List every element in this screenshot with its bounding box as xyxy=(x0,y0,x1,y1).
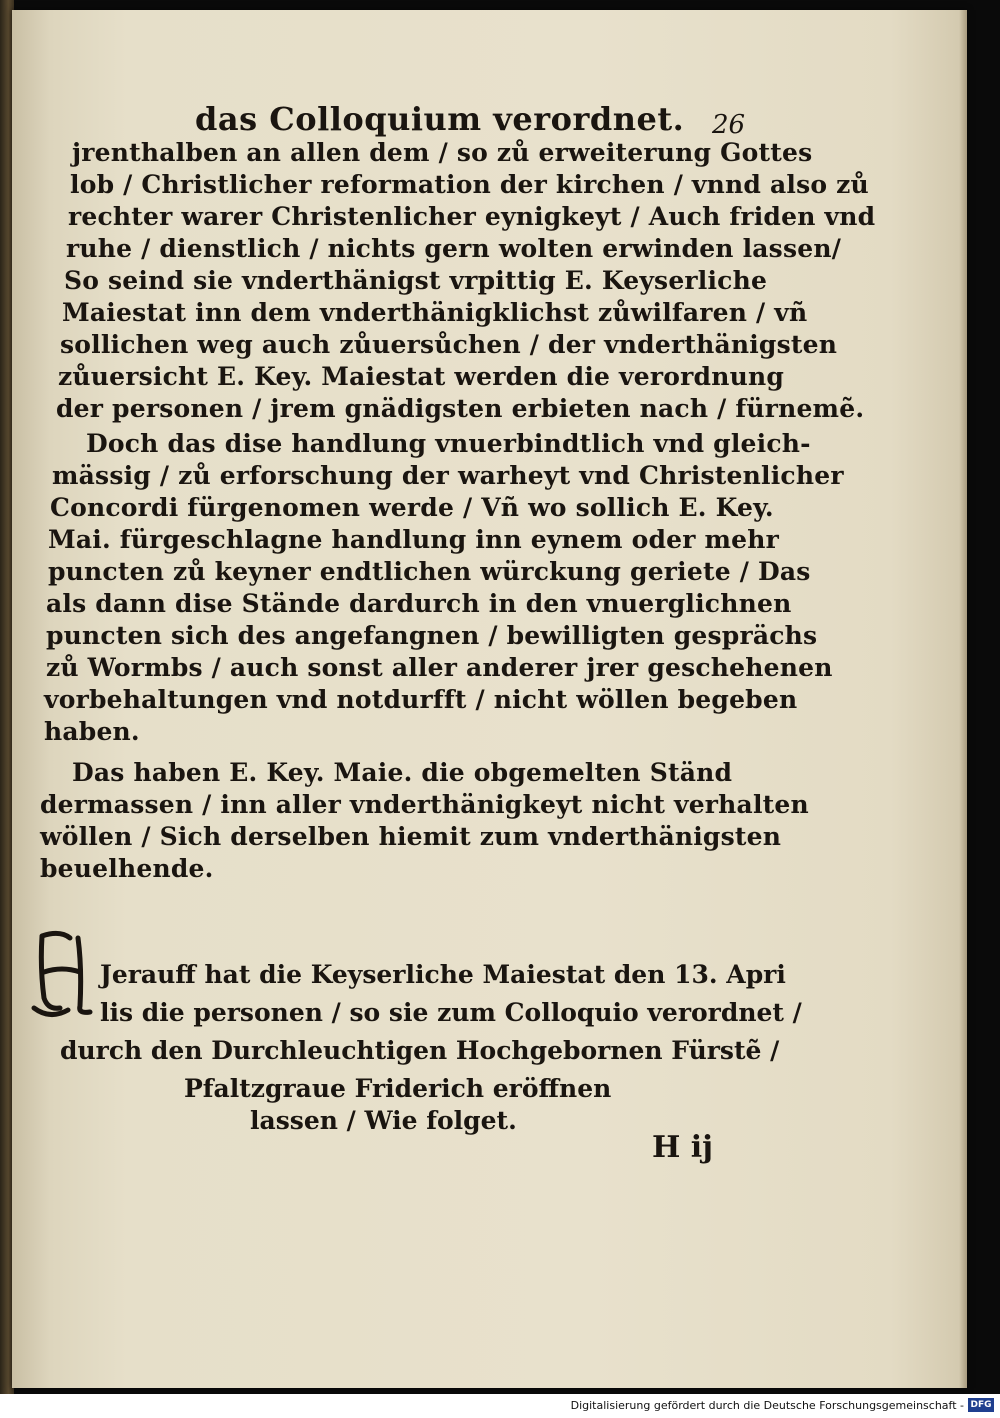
body-line: puncten sich des angefangnen / bewilligten gesprächs xyxy=(46,621,818,650)
body-line: mässig / zů erforschung der warheyt vnd Christenlicher xyxy=(52,461,844,490)
closing-line: Jerauff hat die Keyserliche Maiestat den 13. Apri xyxy=(100,960,786,989)
body-line: zůuersicht E. Key. Maiestat werden die verordnung xyxy=(58,362,784,391)
closing-line: lassen / Wie folget. xyxy=(250,1106,517,1135)
body-line: ruhe / dienstlich / nichts gern wolten erwinden lassen/ xyxy=(66,234,842,263)
body-line: beuelhende. xyxy=(40,854,214,883)
body-line: wöllen / Sich derselben hiemit zum vnderthänigsten xyxy=(40,822,782,851)
closing-line: lis die personen / so sie zum Colloquio verordnet / xyxy=(100,998,802,1027)
initial-letter: H xyxy=(30,928,31,929)
body-line: Mai. fürgeschlagne handlung inn eynem oder mehr xyxy=(48,525,780,554)
body-line: als dann dise Stände dardurch in den vnuerglichnen xyxy=(46,589,792,618)
body-line: rechter warer Christenlicher eynigkeyt / Auch friden vnd xyxy=(68,202,876,231)
body-line: Maiestat inn dem vnderthänigklichst zůwilfaren / vñ xyxy=(62,298,808,327)
closing-line: Pfaltzgraue Friderich eröffnen xyxy=(184,1074,612,1103)
body-line: lob / Christlicher reformation der kirchen / vnnd also zů xyxy=(70,170,869,199)
running-header: das Colloquium verordnet. xyxy=(195,100,685,138)
body-line: Doch das dise handlung vnuerbindtlich vnd gleich- xyxy=(86,429,811,458)
closing-line: durch den Durchleuchtigen Hochgebornen Fürstẽ / xyxy=(60,1036,780,1065)
body-line: haben. xyxy=(44,717,140,746)
funding-credit: Digitalisierung gefördert durch die Deutsche Forschungsgemeinschaft - xyxy=(570,1399,964,1412)
signature-mark: H ij xyxy=(652,1130,714,1165)
decorated-initial-h xyxy=(30,928,100,1018)
body-line: sollichen weg auch zůuersůchen / der vnderthänigsten xyxy=(60,330,838,359)
body-line: zů Wormbs / auch sonst aller anderer jrer geschehenen xyxy=(46,653,833,682)
footer-bar xyxy=(0,1394,1000,1418)
body-line: Concordi fürgenomen werde / Vñ wo sollich E. Key. xyxy=(50,493,774,522)
body-line: So seind sie vnderthänigst vrpittig E. Keyserliche xyxy=(64,266,768,295)
body-line: jrenthalben an allen dem / so zů erweiterung Gottes xyxy=(72,138,813,167)
body-line: vorbehaltungen vnd notdurfft / nicht wöllen begeben xyxy=(44,685,798,714)
body-line: dermassen / inn aller vnderthänigkeyt nicht verhalten xyxy=(40,790,809,819)
body-line: Das haben E. Key. Maie. die obgemelten Ständ xyxy=(72,758,733,787)
page-number: 26 xyxy=(712,110,746,140)
book-page xyxy=(12,10,967,1388)
dfg-logo: DFG xyxy=(968,1398,994,1412)
body-line: puncten zů keyner endtlichen würckung geriete / Das xyxy=(48,557,811,586)
body-line: der personen / jrem gnädigsten erbieten nach / fürnemẽ. xyxy=(56,394,865,423)
